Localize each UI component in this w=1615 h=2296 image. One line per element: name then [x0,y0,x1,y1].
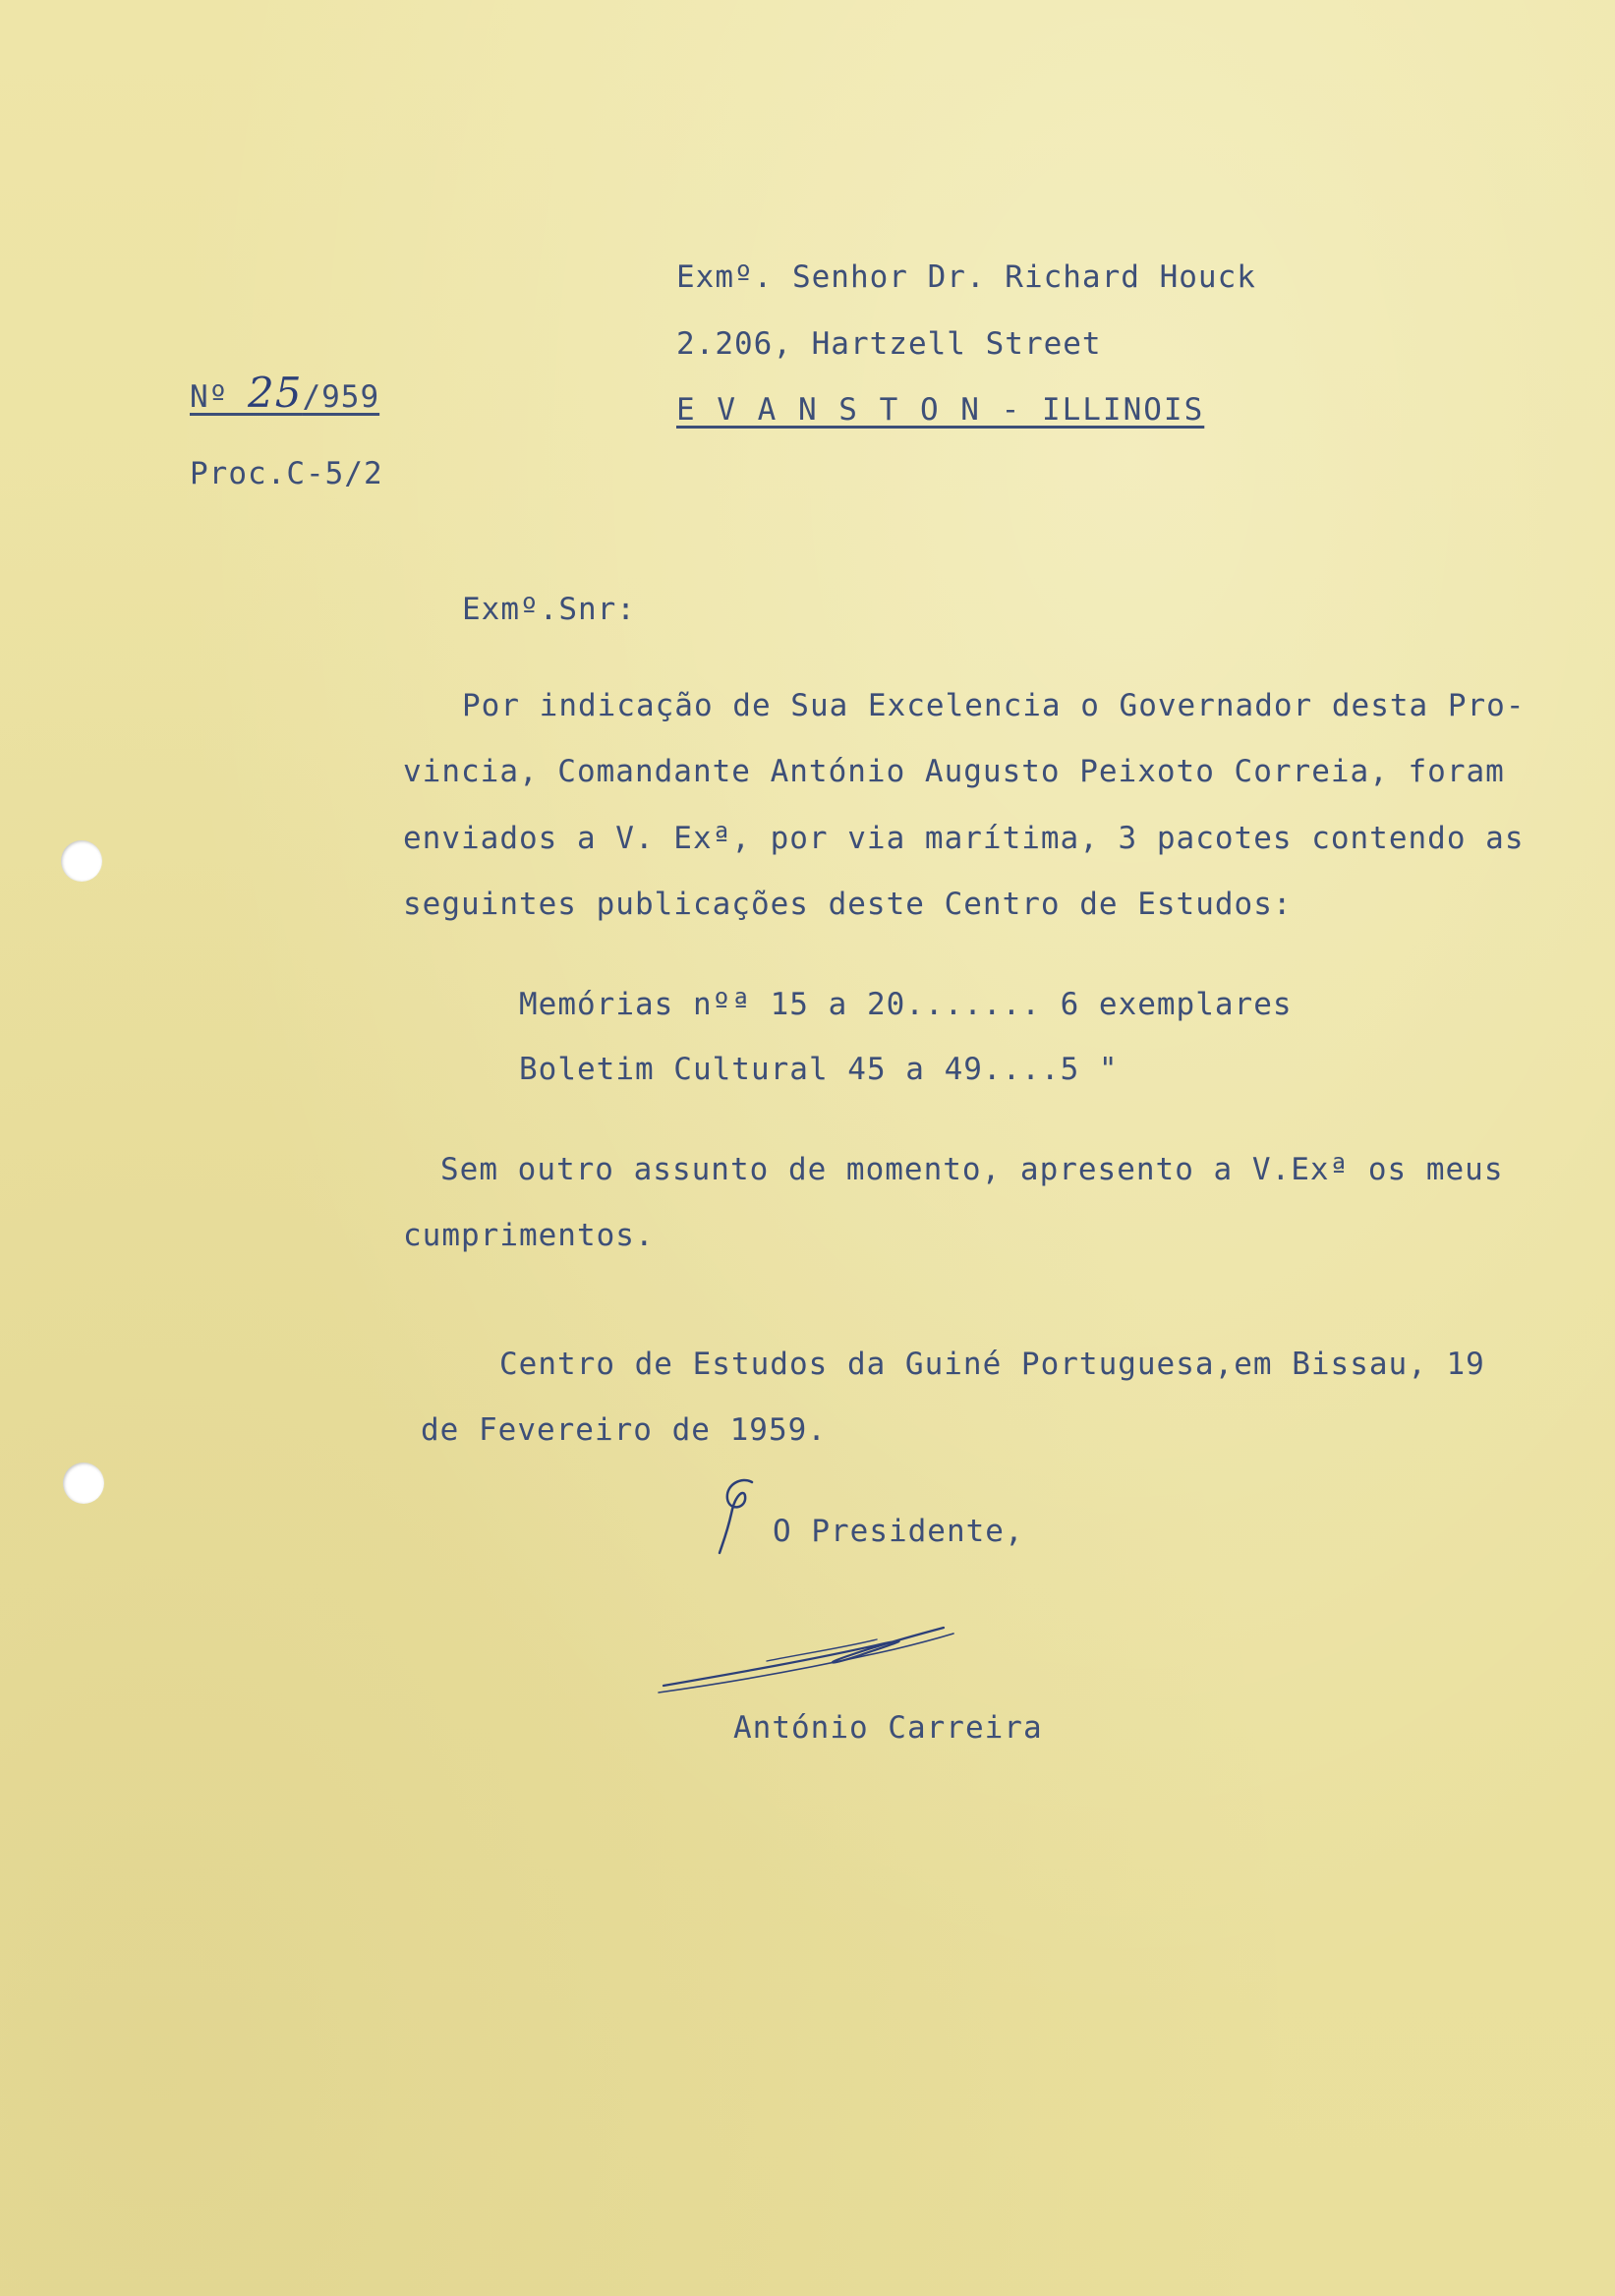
publication-item: Memórias nºª 15 a 20....... 6 exemplares [519,987,1293,1022]
signer-name: António Carreira [733,1710,1043,1746]
body-line: enviados a V. Exª, por via marítima, 3 pacotes contendo as [403,821,1525,856]
initial-mark [720,1480,752,1553]
place-date-line: Centro de Estudos da Guiné Portuguesa,em Bissau, 19 [499,1347,1485,1382]
reference-year: /959 [302,379,380,415]
recipient-street: 2.206, Hartzell Street [676,326,1102,362]
publication-item: Boletim Cultural 45 a 49....5 " [519,1052,1119,1087]
reference-prefix: Nº [190,379,248,415]
punch-hole [61,840,102,882]
place-date-line: de Fevereiro de 1959. [421,1412,827,1448]
punch-hole [63,1463,104,1504]
closing-line: cumprimentos. [403,1218,655,1253]
body-line: seguintes publicações deste Centro de Estudos: [403,887,1293,922]
signature-stroke [663,1628,944,1686]
signature-title: O Presidente, [773,1514,1024,1549]
signature-stroke [659,1634,953,1693]
signature-stroke [767,1639,877,1661]
body-line: vincia, Comandante António Augusto Peixoto Correia, foram [403,754,1505,789]
reference-number [190,369,380,417]
reference-handwritten-number: 25 [248,369,303,417]
handwritten-signature [649,1455,983,1710]
recipient-city: E V A N S T O N - ILLINOIS [676,392,1205,428]
closing-line: Sem outro assunto de momento, apresento a V.Exª os meus [440,1152,1504,1187]
body-line: Por indicação de Sua Excelencia o Governador desta Pro- [462,688,1526,723]
salutation: Exmº.Snr: [462,592,636,627]
process-reference: Proc.C-5/2 [190,456,383,491]
recipient-name: Exmº. Senhor Dr. Richard Houck [676,259,1256,295]
